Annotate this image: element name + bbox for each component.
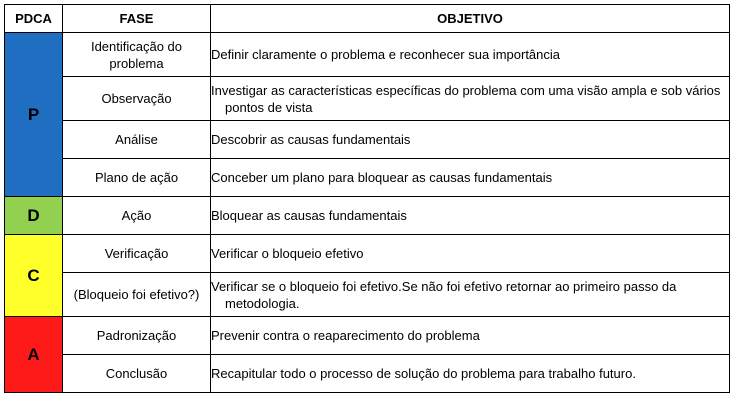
- objetivo-cell: Bloquear as causas fundamentais: [211, 197, 730, 235]
- objetivo-cell: Investigar as características específicas do problema com uma visão ampla e sob vários pontos de vista: [211, 77, 730, 121]
- table-row: [5, 317, 730, 355]
- fase-cell: Conclusão: [63, 355, 211, 393]
- table-row: [5, 197, 730, 235]
- fase-cell: Identificação do problema: [63, 33, 211, 77]
- fase-cell: Padronização: [63, 317, 211, 355]
- phase-letter-a: A: [5, 317, 63, 393]
- header-objetivo: OBJETIVO: [211, 5, 730, 33]
- fase-cell: Ação: [63, 197, 211, 235]
- header-row: [5, 5, 730, 33]
- fase-cell: Verificação: [63, 235, 211, 273]
- phase-letter-p: P: [5, 33, 63, 197]
- objetivo-cell: Recapitular todo o processo de solução do problema para trabalho futuro.: [211, 355, 730, 393]
- table-row: [5, 273, 730, 317]
- phase-letter-c: C: [5, 235, 63, 317]
- objetivo-cell: Descobrir as causas fundamentais: [211, 121, 730, 159]
- pdca-table: [4, 4, 730, 393]
- fase-cell: Observação: [63, 77, 211, 121]
- objetivo-cell: Verificar o bloqueio efetivo: [211, 235, 730, 273]
- fase-cell: Plano de ação: [63, 159, 211, 197]
- fase-cell: (Bloqueio foi efetivo?): [63, 273, 211, 317]
- phase-letter-d: D: [5, 197, 63, 235]
- table-row: [5, 33, 730, 77]
- objetivo-cell: Verificar se o bloqueio foi efetivo.Se não foi efetivo retornar ao primeiro passo da metodologia.: [211, 273, 730, 317]
- table-row: [5, 159, 730, 197]
- objetivo-cell: Definir claramente o problema e reconhecer sua importância: [211, 33, 730, 77]
- header-pdca: PDCA: [5, 5, 63, 33]
- fase-cell: Análise: [63, 121, 211, 159]
- table-row: [5, 77, 730, 121]
- objetivo-cell: Conceber um plano para bloquear as causas fundamentais: [211, 159, 730, 197]
- table-row: [5, 121, 730, 159]
- table-row: [5, 355, 730, 393]
- objetivo-cell: Prevenir contra o reaparecimento do problema: [211, 317, 730, 355]
- table-row: [5, 235, 730, 273]
- header-fase: FASE: [63, 5, 211, 33]
